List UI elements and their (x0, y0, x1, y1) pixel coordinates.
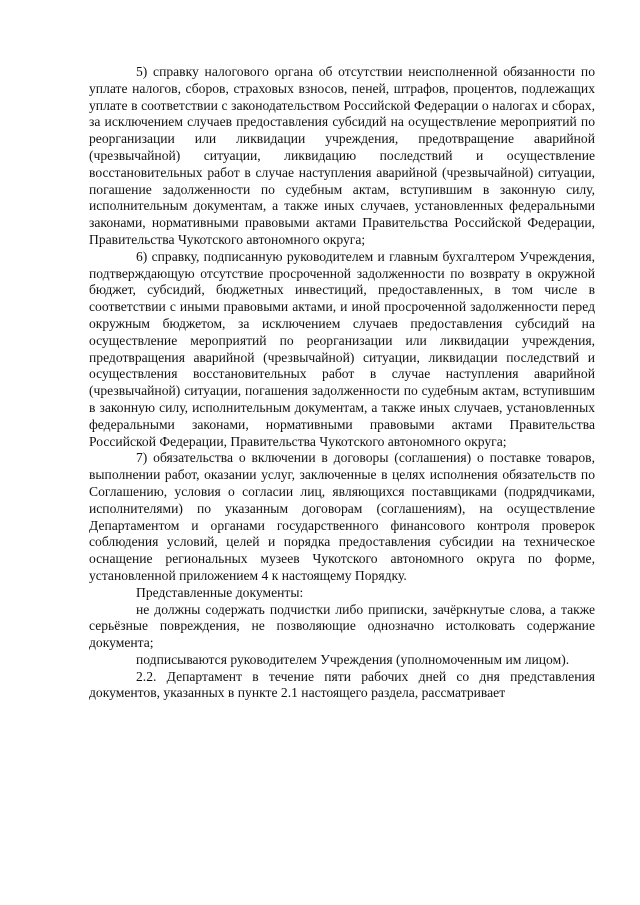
paragraph-item-6: 6) справку, подписанную руководителем и главным бухгалтером Учреждения, подтверждающую отсутствие просроченной задолженности по возврату в окружной бюджет, субсидий, бюджетных инвестиций, предоставленных, в том числе в соответствии с иными правовыми актами, и иной просроченной задолженности перед окружным бюджетом, за исключением случаев предоставления субсидий на осуществление мероприятий по реорганизации или ликвидации учреждения, предотвращения аварийной (чрезвычайной) ситуации, ликвидации последствий и осуществления восстановительных работ в случае наступления аварийной (чрезвычайной) ситуации, погашения задолженности по судебным актам, вступившим в законную силу, исполнительным документам, а также иных случаев, установленных федеральными законами, нормативными правовыми актами Правительства Российской Федерации, Правительства Чукотского автономного округа; (89, 248, 595, 449)
document-page (89, 64, 595, 702)
paragraph-no-corrections: не должны содержать подчистки либо приписки, зачёркнутые слова, а также серьёзные повреждения, не позволяющие однозначно истолковать содержание документа; (89, 601, 595, 651)
paragraph-item-5: 5) справку налогового органа об отсутствии неисполненной обязанности по уплате налогов, сборов, страховых взносов, пеней, штрафов, процентов, подлежащих уплате в соответствии с законодательством Российской Федерации о налогах и сборах, за исключением случаев предоставления субсидий на осуществление мероприятий по реорганизации или ликвидации учреждения, предотвращение аварийной (чрезвычайной) ситуации, ликвидацию последствий и осуществление восстановительных работ в случае наступления аварийной (чрезвычайной) ситуации, погашение задолженности по судебным актам, вступившим в законную силу, исполнительным документам, а также иных случаев, установленных федеральными законами, нормативными правовыми актами Правительства Российской Федерации, Правительства Чукотского автономного округа; (89, 64, 595, 247)
paragraph-signed-by: подписываются руководителем Учреждения (уполномоченным им лицом). (136, 651, 570, 667)
paragraph-documents-intro: Представленные документы: (136, 584, 304, 600)
paragraph-item-7: 7) обязательства о включении в договоры (соглашения) о поставке товаров, выполнении работ, оказании услуг, заключенные в целях исполнения обязательств по Соглашению, условия о согласии лиц, являющихся поставщиками (подрядчиками, исполнителями) по указанным договорам (соглашениям), на осуществление Департаментом и органами государственного финансового контроля проверок соблюдения условий, целей и порядка предоставления субсидии на техническое оснащение региональных музеев Чукотского автономного округа по форме, установленной приложением 4 к настоящему Порядку. (89, 450, 595, 583)
paragraph-section-2-2: 2.2. Департамент в течение пяти рабочих дней со дня представления документов, указанных в пункте 2.1 настоящего раздела, рассматривает (89, 668, 595, 701)
